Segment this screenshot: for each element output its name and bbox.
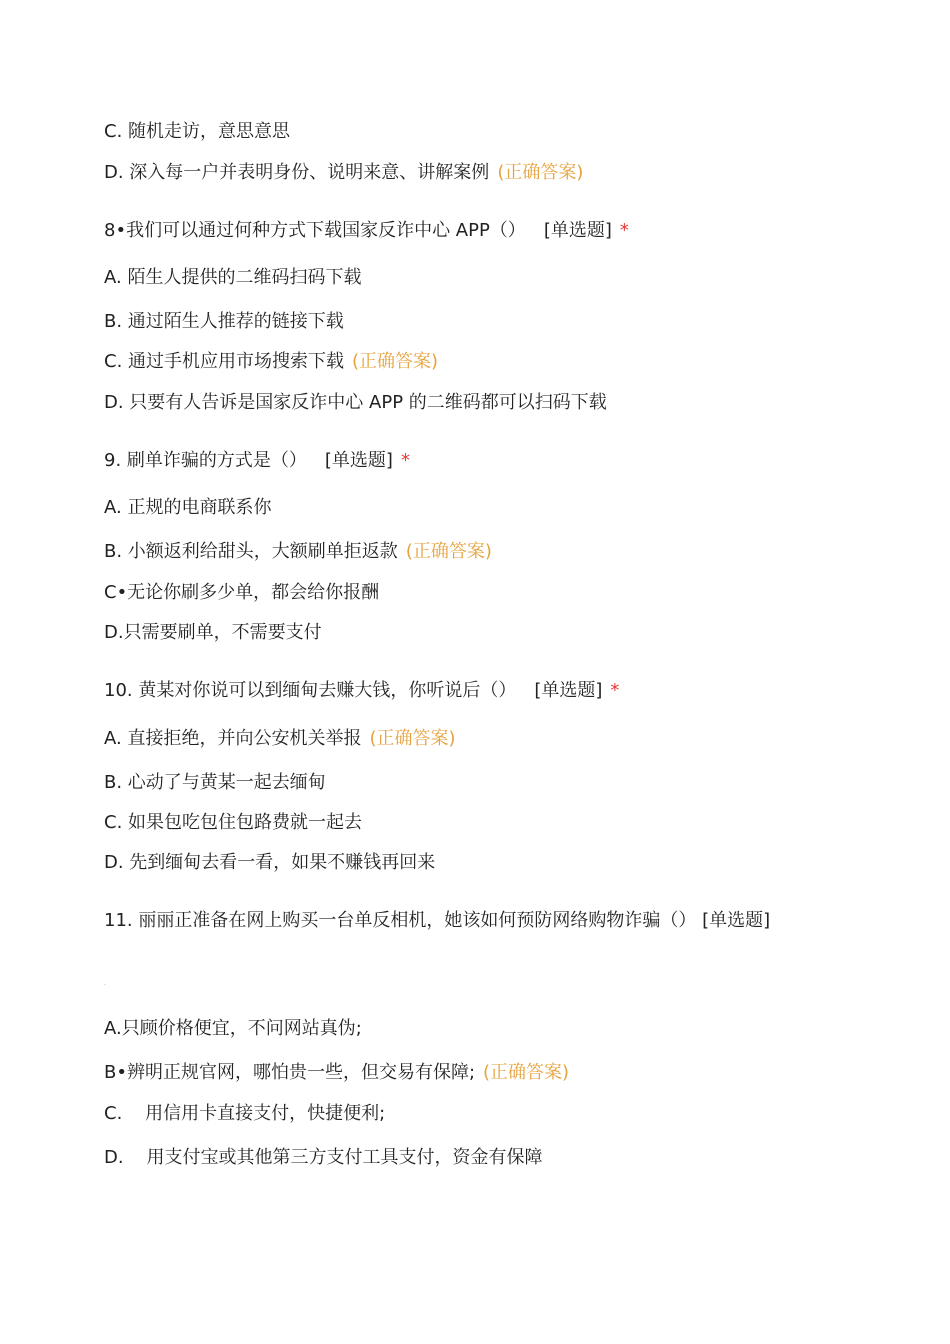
q10-option-a[interactable]: A. 直接拒绝，并向公安机关举报 (正确答案) [104,728,456,749]
q10-option-b[interactable]: B. 心动了与黄某一起去缅甸 [104,772,326,793]
question-type-tag: [单选题] [324,450,393,471]
required-mark: * [619,220,629,241]
required-mark: * [610,680,620,701]
q8-option-a[interactable]: A. 陌生人提供的二维码扫码下载 [104,267,362,288]
q9-option-d[interactable]: D.只需要刷单，不需要支付 [104,622,322,643]
q8-option-c[interactable]: C. 通过手机应用市场搜索下载 (正确答案) [104,351,439,372]
q11-option-d[interactable]: D. 用支付宝或其他第三方支付工具支付，资金有保障 [104,1147,543,1168]
q10-option-c[interactable]: C. 如果包吃包住包路费就一起去 [104,812,363,833]
correct-answer-label: (正确答案) [497,162,584,183]
q9-option-b[interactable]: B. 小额返利给甜头，大额刷单拒返款 (正确答案) [104,541,492,562]
q7-option-d[interactable]: D. 深入每一户并表明身份、说明来意、讲解案例 (正确答案) [104,162,584,183]
q7-option-c[interactable]: C. 随机走访，意思意思 [104,121,291,142]
q10-option-d[interactable]: D. 先到缅甸去看一看，如果不赚钱再回来 [104,852,436,873]
q8-title: 8•我们可以通过何种方式下载国家反诈中心 APP（） [单选题] * [104,220,629,241]
correct-answer-label: (正确答案) [405,541,492,562]
q8-option-b[interactable]: B. 通过陌生人推荐的链接下载 [104,311,344,332]
q8-option-d[interactable]: D. 只要有人告诉是国家反诈中心 APP 的二维码都可以扫码下载 [104,392,607,413]
required-mark: * [400,450,410,471]
correct-answer-label: (正确答案) [352,351,439,372]
q11-option-b[interactable]: B•辨明正规官网，哪怕贵一些，但交易有保障; (正确答案) [104,1062,570,1083]
q11-title: 11. 丽丽正准备在网上购买一台单反相机，她该如何预防网络购物诈骗（） [单选题] [104,910,771,931]
q11-option-c[interactable]: C. 用信用卡直接支付，快捷便利; [104,1103,386,1124]
question-type-tag: [单选题] [543,220,612,241]
divider-dot: · [104,982,106,989]
q10-title: 10. 黄某对你说可以到缅甸去赚大钱，你听说后（） [单选题] * [104,680,620,701]
question-type-tag: [单选题] [534,680,603,701]
q11-option-a[interactable]: A.只顾价格便宜，不问网站真伪; [104,1018,362,1039]
correct-answer-label: (正确答案) [483,1062,570,1083]
q9-option-a[interactable]: A. 正规的电商联系你 [104,497,272,518]
correct-answer-label: (正确答案) [369,728,456,749]
q9-option-c[interactable]: C•无论你刷多少单，都会给你报酬 [104,582,380,603]
q9-title: 9. 刷单诈骗的方式是（） [单选题] * [104,450,410,471]
